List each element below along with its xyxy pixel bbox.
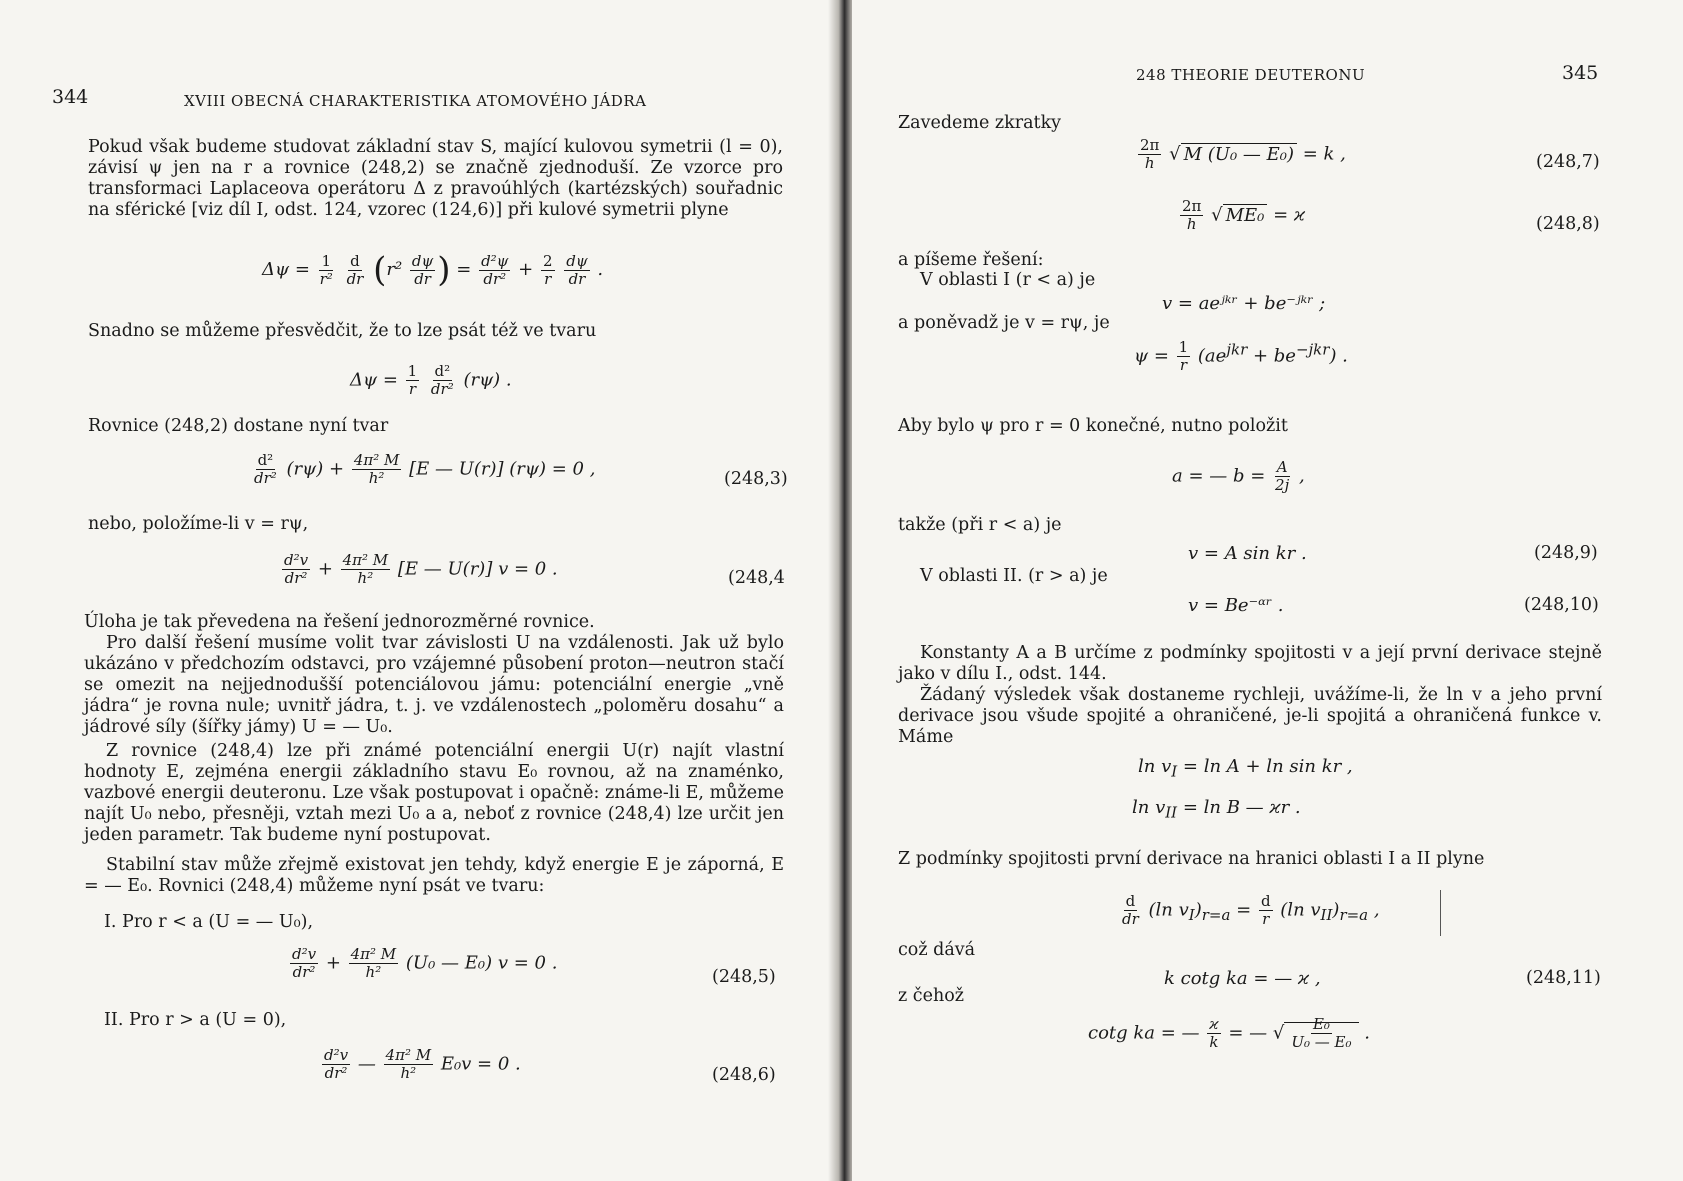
page-number: 344 xyxy=(52,86,89,108)
equation-laplacian-alt: Δψ = $\frac{1}{r}$ $\frac{\text{d²}}{\text{dr²}}$ (rψ) . xyxy=(350,362,512,398)
equation-248-9: v = A sin kr . xyxy=(1188,543,1307,564)
paragraph: Snadno se můžeme přesvědčit, že to lze psát též ve tvaru xyxy=(88,321,597,341)
equation-248-11: k cotg ka = — ϰ , xyxy=(1164,968,1321,989)
paragraph: Z podmínky spojitosti první derivace na hranici oblasti I a II plyne xyxy=(898,849,1485,869)
paragraph: Z rovnice (248,4) lze při známé potenciální energii U(r) najít vlastní hodnoty E, zejména energii základního stavu E₀ rovnou, až na znaménko, vazbové energii deuteronu. Lze však postupovat i opačně: známe-li E, můžeme najít U₀ nebo, přesněji, vztah mezi U₀ a a, neboť z rovnice (248,4) lze určit jen jeden parametr. Tak budeme nyní postupovat. xyxy=(84,741,784,845)
paragraph: Pokud však budeme studovat základní stav S, mající kulovou symetrii (l = 0), závisí ψ jen na r a rovnice (248,2) se značně zjednoduší. Ze vzorce pro transformaci Laplaceova operátoru Δ z pravoúhlých (kartézských) souřadnic na sférické [viz díl I, odst. 124, vzorec (124,6)] při kulové symetrii plyne xyxy=(88,137,783,220)
paragraph: V oblasti I (r < a) je xyxy=(920,270,1096,290)
paragraph: Aby bylo ψ pro r = 0 konečné, nutno položit xyxy=(898,416,1288,436)
equation-cotg: cotg ka = — $\frac{ϰ}{k}$ = — √ $\frac{\text{E₀}}{\text{U₀ — E₀}}$ . xyxy=(1088,1015,1370,1051)
paragraph: Pro další řešení musíme volit tvar závislosti U na vzdálenosti. Jak už bylo ukázáno v předchozím odstavci, pro vzájemné působení proton—neutron stačí se omezit na nejjednodušší potenciálovou jámu: potenciální energie „vně jádra“ je rovna nule; uvnitř jádra, t. j. ve vzdálenostech „poloměru dosahu“ a jádrové síly (šířky jámy) U = — U₀. xyxy=(84,633,784,737)
equation-number: (248,6) xyxy=(712,1065,776,1085)
equation-248-8: $\frac{2\pi}{h}$ √ ME₀ = ϰ xyxy=(1182,197,1306,233)
paragraph: Zavedeme zkratky xyxy=(898,113,1062,133)
equation-248-7: $\frac{2\pi}{h}$ √ M (U₀ — E₀) = k , xyxy=(1140,136,1346,172)
right-page xyxy=(852,0,1683,1181)
paragraph: a poněvadž je v = rψ, je xyxy=(898,313,1110,333)
paragraph: Žádaný výsledek však dostaneme rychleji, uvážíme-li, že ln v a jeho první derivace jsou všude spojité a ohraničené, je-li spojitá a ohraničená funkce v. Máme xyxy=(898,685,1602,747)
case-label: II. Pro r > a (U = 0), xyxy=(104,1010,287,1030)
running-header: XVIII OBECNÁ CHARAKTERISTIKA ATOMOVÉHO JÁDRA xyxy=(184,92,647,110)
equation-248-10: v = Be⁻ᵅʳ . xyxy=(1188,595,1284,616)
paragraph: což dává xyxy=(898,940,976,960)
paragraph: z čehož xyxy=(898,986,964,1006)
equation-ln-v1: $\ln v_I = \ln A + \ln \sin$ kr , xyxy=(1138,756,1353,781)
paragraph: a píšeme řešení: xyxy=(898,250,1044,270)
left-page xyxy=(0,0,838,1181)
equation-number: (248,8) xyxy=(1536,214,1600,234)
equation-number: (248,3) xyxy=(724,469,788,489)
running-header: 248 THEORIE DEUTERONU xyxy=(1136,66,1366,84)
equation-number: (248,5) xyxy=(712,967,776,987)
margin-mark xyxy=(1440,890,1441,936)
equation-laplacian: Δψ = $\frac{1}{\text{r²}}$ $\frac{d}{dr}$ (r² $\frac{d\psi}{dr}$ ) = $\frac{\text{d²ψ}}{\text{dr²}}$ + $\frac{2}{r}$ $\frac{d\psi}{dr}$ . xyxy=(262,250,604,290)
paragraph: V oblasti II. (r > a) je xyxy=(920,566,1108,586)
paragraph: nebo, položíme-li v = rψ, xyxy=(88,514,309,534)
equation-number: (248,7) xyxy=(1536,152,1600,172)
equation-248-5: $\frac{\text{d²v}}{\text{dr²}}$ + $\frac{\text{4π² M}}{\text{h²}}$ (U₀ — E₀) v = 0 . xyxy=(292,945,558,981)
paragraph: Stabilní stav může zřejmě existovat jen tehdy, když energie E je záporná, E = — E₀. Rovnici (248,4) můžeme nyní psát ve tvaru: xyxy=(84,855,784,896)
paragraph: Konstanty A a B určíme z podmínky spojitosti v a její první derivace stejně jako v dílu I., odst. 144. xyxy=(898,643,1602,684)
equation-248-6: $\frac{\text{d²v}}{\text{dr²}}$ — $\frac{\text{4π² M}}{\text{h²}}$ E₀v = 0 . xyxy=(324,1046,521,1082)
equation-number: (248,4 xyxy=(728,568,785,588)
page-number: 345 xyxy=(1562,62,1599,84)
equation-number: (248,9) xyxy=(1534,543,1598,563)
paragraph: Úloha je tak převedena na řešení jednorozměrné rovnice. xyxy=(84,612,595,632)
equation-derivative: $\frac{d}{dr}$ (ln $v_I)_{r=a}$ = $\frac{d}{r}$ (ln $v_{II})_{r=a}$ , xyxy=(1122,892,1380,928)
paragraph: takže (při r < a) je xyxy=(898,515,1062,535)
equation-248-3: $\frac{\text{d²}}{\text{dr²}}$ (rψ) + $\frac{\text{4π² M}}{\text{h²}}$ [E — U(r)] (rψ) = 0 , xyxy=(254,451,596,487)
equation-ln-v2: $\ln v_{II} = \ln B$ — ϰr . xyxy=(1132,797,1301,822)
equation-248-4: $\frac{\text{d²v}}{\text{dr²}}$ + $\frac{\text{4π² M}}{\text{h²}}$ [E — U(r)] v = 0 . xyxy=(284,551,558,587)
equation-number: (248,11) xyxy=(1526,968,1601,988)
paragraph: Rovnice (248,2) dostane nyní tvar xyxy=(88,416,389,436)
equation-a-b: a = — b = $\frac{A}{2j}$ , xyxy=(1172,458,1305,494)
equation-v-region1: v = aeʲᵏʳ + be⁻ʲᵏʳ ; xyxy=(1162,293,1326,314)
case-label: I. Pro r < a (U = — U₀), xyxy=(104,912,314,932)
equation-psi: ψ = $\frac{1}{r}$ $(ae^{jkr} + be^{-jkr})$ . xyxy=(1134,338,1348,374)
equation-number: (248,10) xyxy=(1524,595,1599,615)
